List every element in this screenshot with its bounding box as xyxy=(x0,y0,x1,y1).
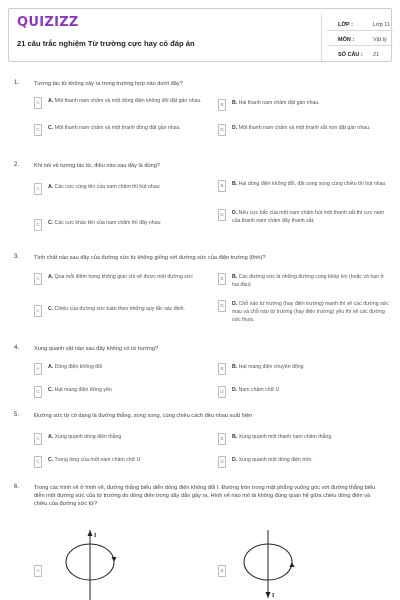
option-box[interactable]: B xyxy=(218,180,226,192)
figure-a xyxy=(60,528,130,600)
current-arrow-icon xyxy=(88,530,93,536)
question-text: Xung quanh vật nào sau đây không có từ trường? xyxy=(34,346,159,352)
option-box[interactable]: A xyxy=(34,363,42,375)
quizizz-logo: QUIZIZZ xyxy=(17,15,79,30)
option-box[interactable]: A xyxy=(34,565,42,577)
question-text: Tính chất nào sau đây của đường sức từ không giống với đường sức của điện trường (tĩnh)? xyxy=(34,255,266,261)
option-box[interactable]: C xyxy=(34,386,42,398)
option-box[interactable]: D xyxy=(218,209,226,221)
question-text: Khi nói về tương tác từ, điều nào sau đây là đúng? xyxy=(34,163,160,169)
option-box[interactable]: D xyxy=(218,300,226,312)
option-box[interactable]: B xyxy=(218,565,226,577)
option-box[interactable]: B xyxy=(218,363,226,375)
question-text: Tương tác từ không xảy ra trong trường hợp nào dưới đây? xyxy=(34,81,183,87)
option-box[interactable]: D xyxy=(218,386,226,398)
worksheet-header xyxy=(8,8,392,62)
meta-grade: LỚP : Lớp 11 xyxy=(327,17,393,31)
meta-subject: MÔN : Vật lý xyxy=(327,32,393,46)
option-box[interactable]: A xyxy=(34,273,42,285)
question-text: Đường sức từ có dạng là đường thẳng, song song, cùng chiều cách đều nhau xuất hiện xyxy=(34,413,253,419)
worksheet-title: 21 câu trắc nghiệm Từ trường cực hay có đáp án xyxy=(17,39,195,48)
figure-b xyxy=(238,528,308,600)
question-number: 2. xyxy=(14,162,20,168)
question-text: Trong các hình vẽ ở hình vẽ, đường thẳng biểu diễn dòng điện không đổi I. Đường tròn trong mặt phẳng vuông góc với đường thẳng biểu diễn một đường sức của từ trường do dòng điện trong dây dẫn gây ra. Hình vẽ nào mô tả không đúng quan hệ giữa chiều dòng điện và chiều của đường sức từ? xyxy=(34,485,376,507)
option-box[interactable]: C xyxy=(34,456,42,468)
option-box[interactable]: B xyxy=(218,433,226,445)
option-box[interactable]: D xyxy=(218,456,226,468)
option-box[interactable]: B xyxy=(218,99,226,111)
current-arrow-icon xyxy=(266,592,271,598)
option-box[interactable]: B xyxy=(218,273,226,285)
option-box[interactable]: D xyxy=(218,124,226,136)
field-arrow-icon xyxy=(290,562,295,567)
current-label: I xyxy=(94,533,97,539)
meta-panel xyxy=(327,9,393,63)
option-box[interactable]: A xyxy=(34,183,42,195)
question-number: 6. xyxy=(14,484,20,490)
question-number: 4. xyxy=(14,345,20,351)
option-box[interactable]: C xyxy=(34,124,42,136)
option-box[interactable]: A xyxy=(34,433,42,445)
question-number: 3. xyxy=(14,254,20,260)
meta-count: SỐ CÂU : 21 xyxy=(338,52,380,58)
meta-divider xyxy=(321,15,322,61)
option-box[interactable]: A xyxy=(34,97,42,109)
question-number: 1. xyxy=(14,80,20,86)
option-box[interactable]: C xyxy=(34,305,42,317)
option-box[interactable]: C xyxy=(34,219,42,231)
question-number: 5. xyxy=(14,412,20,418)
field-arrow-icon xyxy=(112,557,117,562)
current-label: I xyxy=(272,593,275,599)
